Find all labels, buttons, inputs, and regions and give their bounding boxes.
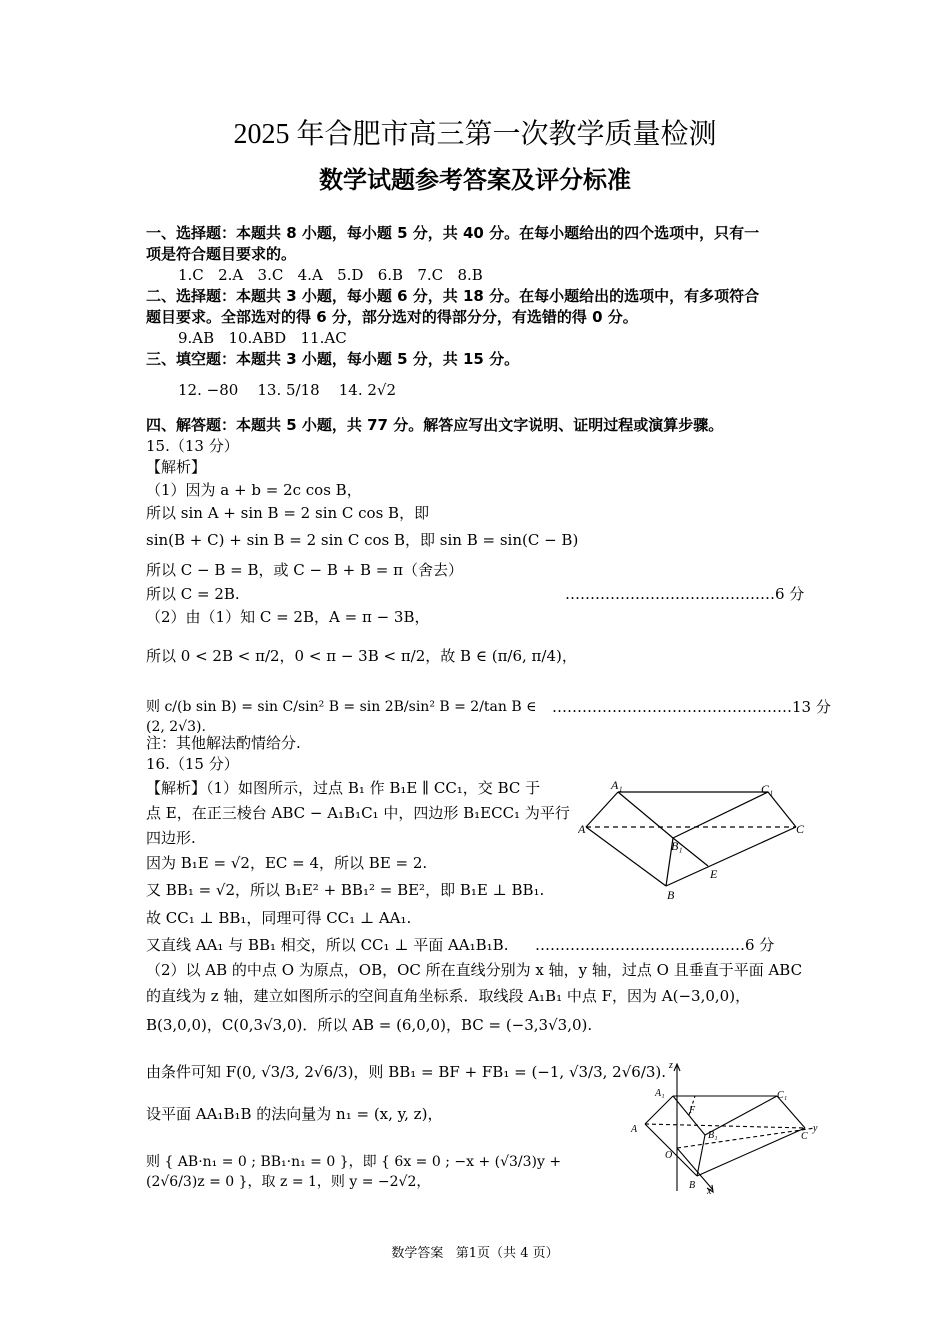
q15-line: 所以 0 < 2B < π/2，0 < π − 3B < π/2，故 B ∈ (π/6, π/4)， — [146, 647, 577, 665]
section3-answers: 12. −80 13. 5/18 14. 2√2 — [178, 381, 396, 399]
q16-score-part1: ……………………………………6 分 — [535, 936, 775, 954]
label-F: F — [689, 1105, 696, 1116]
q15-line: （2）由（1）知 C = 2B，A = π − 3B， — [146, 608, 430, 626]
section1-heading-line2: 项是符合题目要求的。 — [146, 245, 297, 263]
section4-heading: 四、解答题：本题共 5 小题，共 77 分。解答应写出文字说明、证明过程或演算步骤。 — [146, 416, 724, 434]
label-A1: A₁ — [611, 778, 623, 792]
q16-line: 因为 B₁E = √2，EC = 4，所以 BE = 2. — [146, 854, 428, 872]
q16-line: 由条件可知 F(0, √3/3, 2√6/3)，则 BB₁ = BF + FB₁ = (−1, √3/3, 2√6/3). — [146, 1063, 667, 1081]
section2-heading-line1: 二、选择题：本题共 3 小题，每小题 6 分，共 18 分。在每小题给出的选项中，有多项符合 — [146, 287, 760, 305]
q15-line: sin(B + C) + sin B = 2 sin C cos B，即 sin B = sin(C − B) — [146, 531, 579, 549]
label-C1: C₁ — [761, 782, 774, 796]
q15-line: 所以 C = 2B. — [146, 585, 240, 603]
label-B1: B₁ — [671, 839, 683, 853]
page-footer: 数学答案 第1页（共 4 页） — [391, 1246, 559, 1261]
q16-line: 故 CC₁ ⊥ BB₁，同理可得 CC₁ ⊥ AA₁. — [146, 909, 412, 927]
label-E: E — [710, 867, 718, 881]
frustum-figure — [578, 778, 808, 903]
q15-score-part2: …………………………………………13 分 — [552, 698, 831, 716]
q16-line: B(3,0,0)，C(0,3√3,0)．所以 AB = (6,0,0)，BC = (−3,3√3,0). — [146, 1016, 593, 1034]
q15-score-part1: ……………………………………6 分 — [565, 585, 805, 603]
label-A: A — [631, 1124, 638, 1135]
q15-label: 15.（13 分） — [146, 437, 239, 455]
q16-line: 设平面 AA₁B₁B 的法向量为 n₁ = (x, y, z)， — [146, 1105, 443, 1123]
section1-answers: 1.C 2.A 3.C 4.A 5.D 6.B 7.C 8.B — [178, 266, 483, 284]
q16-line: 【解析】（1）如图所示，过点 B₁ 作 B₁E ∥ CC₁，交 BC 于 — [146, 779, 541, 797]
q16-line: 点 E，在正三棱台 ABC − A₁B₁C₁ 中，四边形 B₁ECC₁ 为平行 — [146, 804, 570, 822]
q16-line: 又 BB₁ = √2，所以 B₁E² + BB₁² = BE²，即 B₁E ⊥ BB₁. — [146, 881, 545, 899]
q16-line: 的直线为 z 轴，建立如图所示的空间直角坐标系．取线段 A₁B₁ 中点 F，因为 A(−3,0,0)， — [146, 987, 751, 1005]
label-B: B — [689, 1180, 696, 1191]
q16-label: 16.（15 分） — [146, 755, 239, 773]
section2-answers: 9.AB 10.ABD 11.AC — [178, 329, 347, 347]
label-y: y — [813, 1123, 818, 1134]
page-subtitle: 数学试题参考答案及评分标准 — [319, 166, 631, 194]
label-x: x — [707, 1186, 712, 1197]
label-B1: B₁ — [708, 1130, 718, 1141]
label-A: A — [578, 822, 586, 836]
q16-line: 则 { AB·n₁ = 0 ; BB₁·n₁ = 0 }，即 { 6x = 0 ; −x + (√3/3)y + (2√6/3)z = 0 }，取 z = 1，则 y = −2√2， — [146, 1154, 562, 1190]
page-title: 2025 年合肥市高三第一次教学质量检测 — [233, 119, 717, 150]
q15-analysis-tag: 【解析】 — [146, 458, 207, 476]
q15-line: 则 c/(b sin B) = sin C/sin² B = sin 2B/sin² B = 2/tan B ∈ (2, 2√3). — [146, 699, 537, 735]
q15-line: 所以 C − B = B，或 C − B + B = π（舍去） — [146, 561, 463, 579]
label-z: z — [669, 1060, 673, 1071]
label-A1: A₁ — [655, 1088, 665, 1099]
section1-heading-line1: 一、选择题：本题共 8 小题，每小题 5 分，共 40 分。在每小题给出的四个选项中，只有一 — [146, 224, 760, 242]
section3-heading: 三、填空题：本题共 3 小题，每小题 5 分，共 15 分。 — [146, 350, 520, 368]
q15-line: 所以 sin A + sin B = 2 sin C cos B，即 — [146, 504, 430, 522]
q16-line: 又直线 AA₁ 与 BB₁ 相交，所以 CC₁ ⊥ 平面 AA₁B₁B. — [146, 936, 509, 954]
q15-note: 注：其他解法酌情给分. — [146, 734, 301, 752]
q16-line: （2）以 AB 的中点 O 为原点，OB，OC 所在直线分别为 x 轴，y 轴，过点 O 且垂直于平面 ABC — [146, 961, 803, 979]
q15-line: （1）因为 a + b = 2c cos B， — [146, 481, 362, 499]
label-B: B — [667, 888, 675, 902]
label-C1: C₁ — [777, 1090, 788, 1101]
coordinate-figure — [625, 1058, 825, 1198]
label-O: O — [665, 1150, 673, 1161]
q16-line: 四边形. — [146, 829, 196, 847]
section2-heading-line2: 题目要求。全部选对的得 6 分，部分选对的得部分分，有选错的得 0 分。 — [146, 308, 638, 326]
label-C: C — [801, 1131, 808, 1142]
label-C: C — [796, 822, 805, 836]
